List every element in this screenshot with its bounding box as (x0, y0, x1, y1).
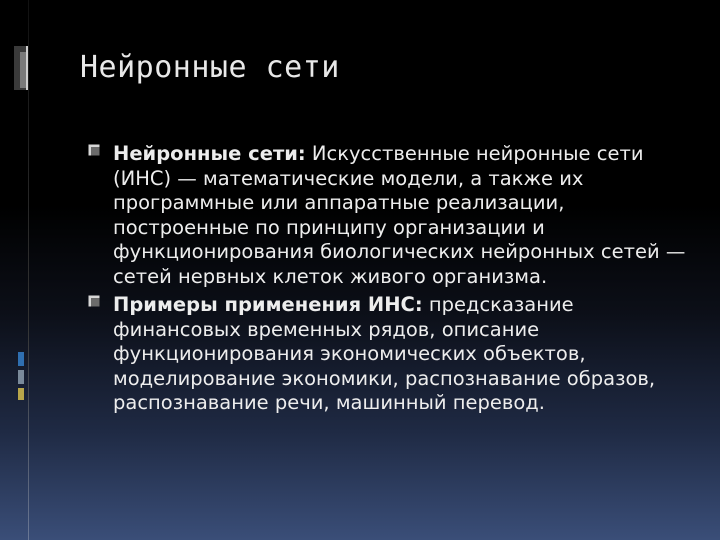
bullet-text: предсказание финансовых временных рядов, описание функционирования экономических объектов, моделирование экономики, распознавание образов, распознавание речи, машинный перевод. (113, 293, 656, 414)
bullet-term: Нейронные сети: (113, 142, 306, 165)
slide-content (86, 142, 706, 420)
slide-title: Нейронные сети (80, 50, 340, 85)
square-bullet-icon (87, 294, 101, 308)
bullet-text: Искусственные нейронные сети (ИНС) — математические модели, а также их программные или аппаратные реализации, построенные по принципу организации и функционирования биологических нейронных сетей — сетей нервных клеток живого организма. (113, 142, 686, 288)
divider-line (28, 0, 29, 540)
square-bullet-icon (87, 143, 101, 157)
bullet-term: Примеры применения ИНС: (113, 293, 423, 316)
bullet-item (86, 142, 706, 289)
decor-bar-blue (18, 352, 24, 366)
decor-bar-gold (18, 388, 24, 400)
decor-bar (26, 46, 28, 90)
decor-bar-gray (18, 370, 24, 384)
bullet-item (86, 293, 706, 416)
